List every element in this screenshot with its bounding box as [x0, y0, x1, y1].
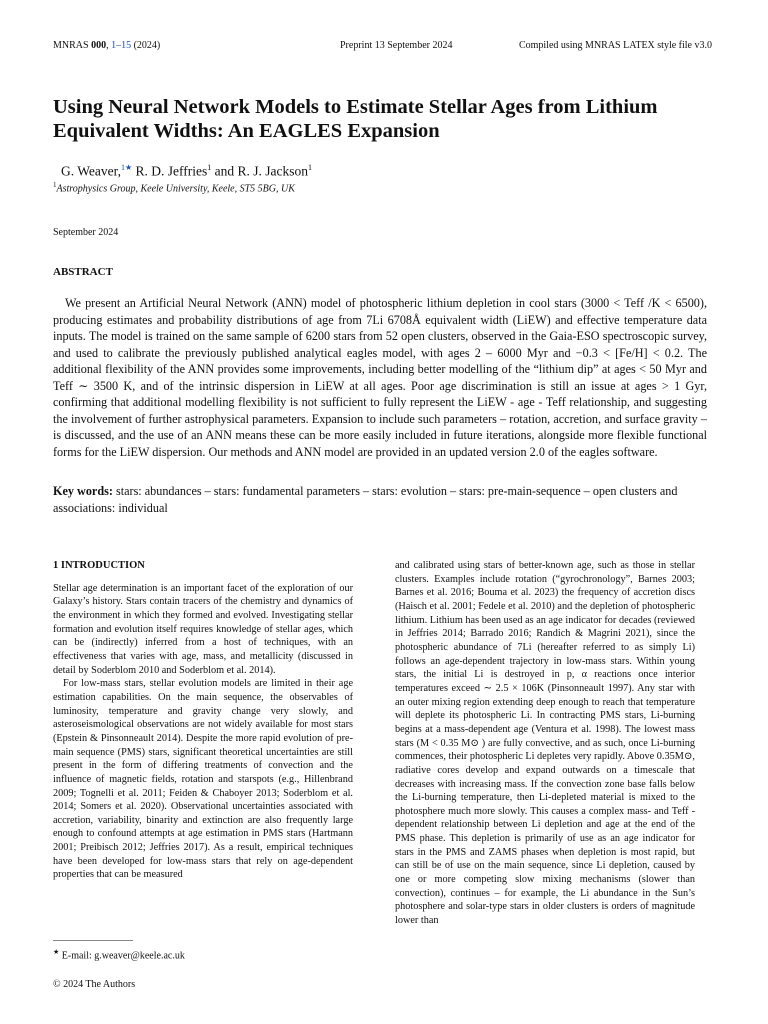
journal-name: MNRAS	[53, 40, 92, 51]
journal-volume: 000	[91, 40, 107, 51]
keywords-text: stars: abundances – stars: fundamental parameters – stars: evolution – stars: pre-main-sequence – open clusters and associations: individual	[53, 484, 678, 515]
journal-pages-link[interactable]: 1–15	[111, 40, 132, 51]
right-column	[395, 559, 695, 928]
compiled-note: Compiled using MNRAS LATEX style file v3.0	[518, 40, 712, 51]
footnote-rule	[53, 940, 133, 941]
affiliation-marker: 1	[207, 163, 212, 172]
footnote-star-link[interactable]: ★	[124, 163, 133, 172]
copyright: © 2024 The Authors	[53, 979, 136, 990]
keywords	[53, 483, 707, 516]
journal-citation: MNRAS 000, 1–15 (2024)	[53, 40, 161, 51]
intro-paragraph-2: For low-mass stars, stellar evolution models are limited in their age estimation capabilities. On the main sequence, the observables of luminosity, temperature and gravity change very slowly, and asteroseismological observations are not widely available for most stars (Epstein & Pinsonneault 2014). Despite the more rapid evolution of pre-main sequence (PMS) stars, significant theoretical uncertainties are still present in the form of differing treatments of convection and the influence of magnetic fields, rotation and starspots (e.g., Hillenbrand 2009; Tognelli et al. 2011; Feiden & Chaboyer 2013; Soderblom et al. 2014; Somers et al. 2020). Observational uncertainties associated with accretion, variability, binarity and extinction are also frequently large enough to confound attempts at age estimation in PMS stars (Hartmann 2001; Preibisch 2012; Jeffries 2017). As a result, empirical techniques have been developed for low-mass stars that rely on age-dependent properties that can be measured	[53, 678, 353, 881]
author-list	[61, 163, 312, 180]
author-name: and R. J. Jackson	[211, 163, 309, 179]
affiliation: $^1$Astrophysics Group, Keele University, Keele, ST5 5BG, UK	[53, 181, 295, 195]
affiliation-marker: 1	[308, 163, 313, 172]
footnote-star: ★	[53, 948, 60, 956]
author-email: E-mail: g.weaver@keele.ac.uk	[61, 950, 185, 962]
author-name: R. D. Jeffries	[132, 163, 208, 179]
section-heading: 1 INTRODUCTION	[53, 560, 145, 571]
intro-paragraph-3: and calibrated using stars of better-known age, such as those in stellar clusters. Examples include rotation (“gyrochronology”, Barnes 2003; Barnes et al. 2016; Bouma et al. 2023) the frequency of accretion discs (Haisch et al. 2001; Fedele et al. 2010) and the depletion of photospheric lithium. Lithium has been used as an age indicator for decades (reviewed in Jeffries 2014; Barrado 2016; Randich & Magrini 2021), since the photospheric abundance of 7Li (hereafter referred to as simply Li) follows an age-dependent trajectory in low-mass stars. Within young stars, the initial Li is destroyed in p, α reactions once interior temperatures exceed ∼ 2.5 × 106K (Pinsonneault 1997). Any star with an outer mixing region extending deep enough to reach that temperature will deplete its photospheric Li. In contracting PMS stars, Li-burning begins at a mass-dependent age (Ventura et al. 1998). The lowest mass stars (M < 0.35 M⊙ ) are fully convective, and as such, once Li-burning commences, their photospheric Li depletes very rapidly. Above 0.35M⊙, radiative cores develop and expand outwards on a timescale that decreases with increasing mass. If the convection zone base falls below the Li-burning temperature, then Li-depleted material is mixed to the photosphere much more slowly. This causes a complex mass- and Teff -dependent relationship between Li depletion and age at the end of the PMS phase. This depletion is primarily of use as an age indicator for stars in the PMS and ZAMS phases when depletion is most rapid, but can still be of use on the main sequence, since Li depletion, caused by one or more competing slow mixing mechanisms (slower than convection), continues – for example, the Li abundance in the Sun’s photosphere and solar-type stars in older clusters is orders of magnitude lower than	[395, 560, 695, 927]
affiliation-link[interactable]: 1	[120, 163, 125, 172]
footnote	[53, 948, 185, 961]
preprint-date: Preprint 13 September 2024	[340, 40, 453, 51]
left-column	[53, 559, 353, 882]
abstract-text: We present an Artificial Neural Network (ANN) model of photospheric lithium depletion in cool stars (3000 < Teff /K < 6500), producing estimates and probability distributions of age from 7Li 6708Å equivalent width (LiEW) and effective temperature data inputs. The model is trained on the same sample of 6200 stars from 52 open clusters, observed in the Gaia-ESO spectroscopic survey, and used to calibrate the previously published analytical eagles model, with ages 2 – 6000 Myr and −0.3 < [Fe/H] < 0.2. The additional flexibility of the ANN provides some improvements, including better modelling of the “lithium dip” at ages < 50 Myr and Teff ∼ 3500 K, and of the intrinsic dispersion in LiEW at all ages. Poor age discrimination is still an issue at ages > 1 Gyr, confirming that additional modelling flexibility is not sufficient to fully represent the LiEW - age - Teff relationship, and suggesting the involvement of further astrophysical parameters. Expansion to include such parameters – rotation, accretion, and surface gravity – is discussed, and the use of an ANN means these can be more easily included in future iterations, alongside more flexible functional forms for the LiEW dispersion. Our methods and ANN model are provided in an updated version 2.0 of the eagles software.	[53, 296, 707, 459]
paper-title: Using Neural Network Models to Estimate Stellar Ages from Lithium Equivalent Widths: An EAGLES Expansion	[53, 96, 658, 142]
received-date: September 2024	[53, 227, 119, 238]
intro-paragraph-1: Stellar age determination is an important facet of the exploration of our Galaxy’s history. Stars contain tracers of the chemistry and dynamics of the environment in which they formed and evolved. Investigating stellar formation and evolution itself requires knowledge of stellar ages, which can be (indirectly) inferred from a host of techniques, with an effectiveness that varies with age, mass, and metallicity (discussed in detail by Soderblom 2010 and Soderblom et al. 2014).	[53, 582, 353, 676]
keywords-label: Key words:	[53, 484, 113, 498]
abstract-heading: ABSTRACT	[53, 266, 113, 278]
author-name: G. Weaver,	[61, 163, 121, 179]
journal-year: (2024)	[131, 40, 161, 51]
